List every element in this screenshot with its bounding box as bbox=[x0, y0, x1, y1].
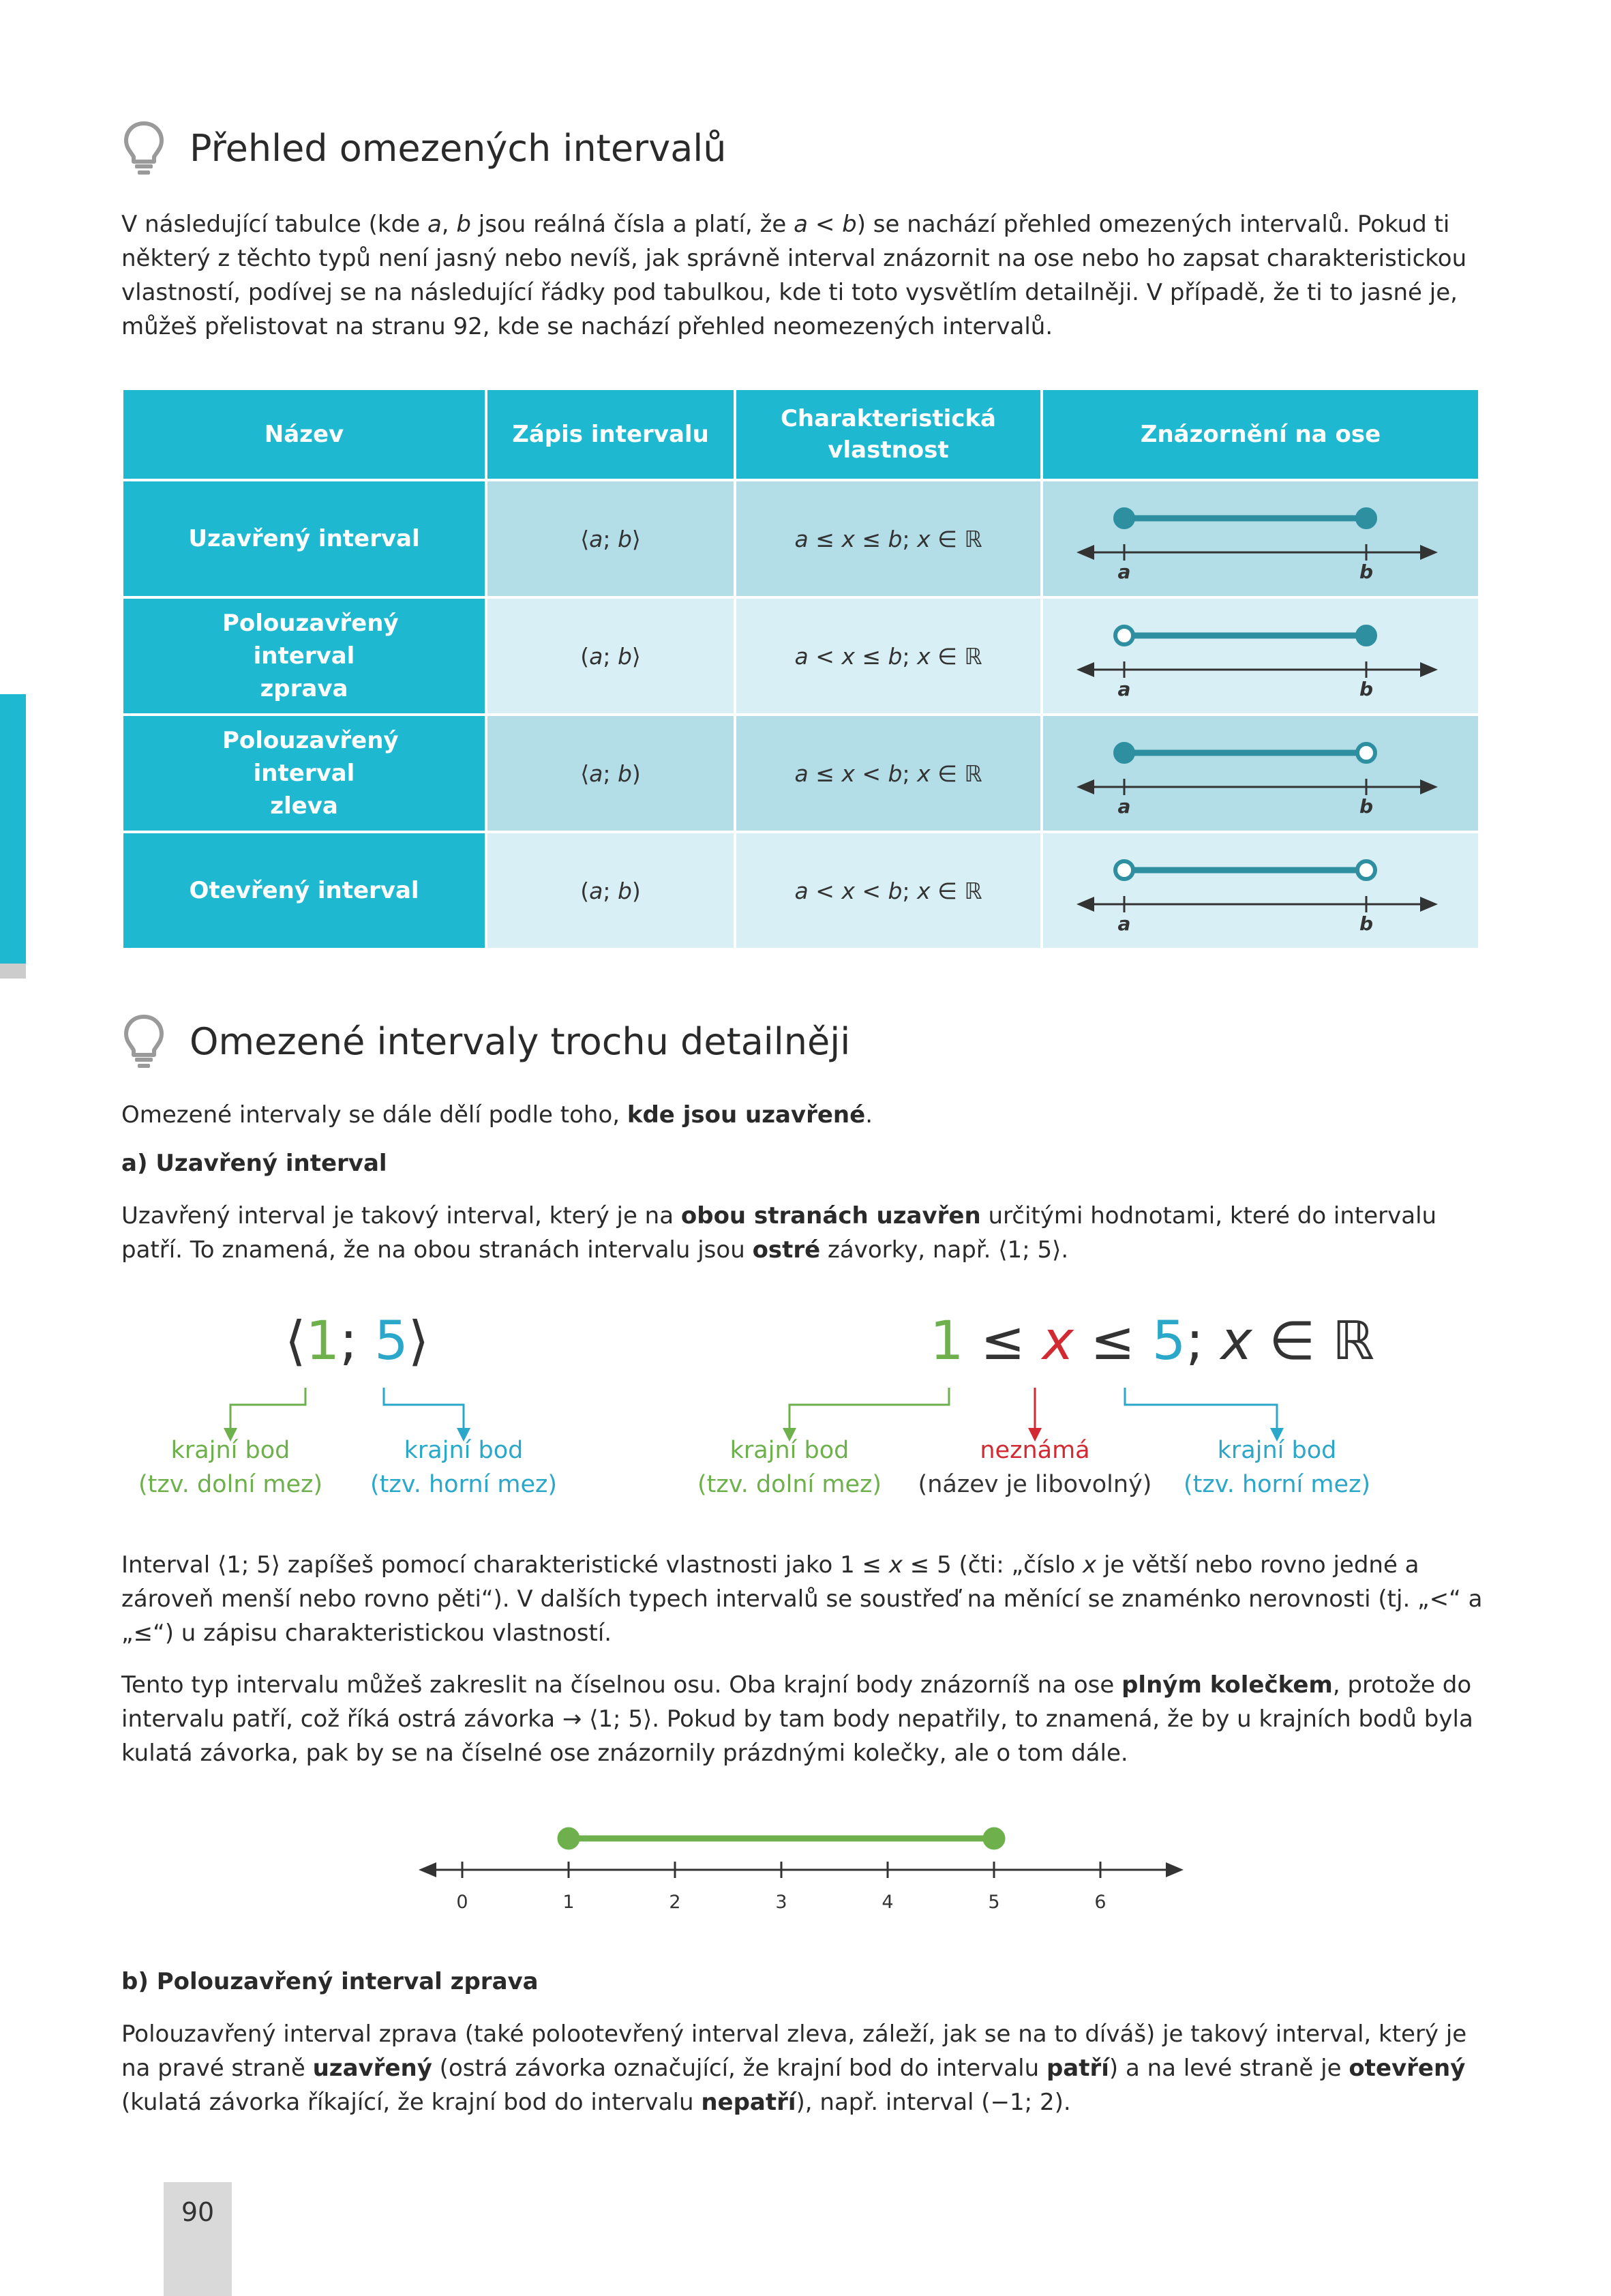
interval-name: Otevřený interval bbox=[122, 832, 486, 949]
interval-axis bbox=[1042, 832, 1479, 949]
interval-axis bbox=[1042, 480, 1479, 597]
interval-axis-diagram bbox=[1070, 615, 1451, 697]
annotation-lower-bound-1: krajní bod (tzv. dolní mez) bbox=[138, 1437, 323, 1498]
open-endpoint bbox=[1357, 744, 1375, 762]
closed-interval-paragraph: Uzavřený interval je takový interval, který je na obou stranách uzavřen určitými hodnotami, které do intervalu patří. To znamená, že na obou stranách intervalu jsou ostré závorky, např. ⟨1; 5⟩. bbox=[121, 1202, 1437, 1264]
upper-bound-bracket-1 bbox=[384, 1388, 464, 1433]
upper-bound-bracket-2 bbox=[1125, 1388, 1277, 1433]
axis-arrow-right-icon bbox=[1420, 897, 1438, 912]
axis-label-b: b bbox=[1359, 912, 1374, 931]
interval-notation: ⟨a; b⟩ bbox=[486, 480, 735, 597]
interval-notation: ⟨a; b) bbox=[486, 715, 735, 832]
closed-endpoint bbox=[559, 1829, 578, 1848]
table-row bbox=[122, 832, 1479, 949]
section-heading-overview bbox=[123, 117, 727, 179]
axis-arrow-left-icon bbox=[1076, 662, 1094, 677]
axis-label-a: a bbox=[1117, 561, 1131, 580]
axis-arrow-right-icon bbox=[1166, 1862, 1184, 1877]
property-notation-example: 1 ≤ x ≤ 5; x ∈ ℝ bbox=[930, 1311, 1374, 1372]
number-line-tick-label: 4 bbox=[882, 1892, 894, 1913]
interval-axis-diagram bbox=[1070, 498, 1451, 580]
axis-arrow-right-icon bbox=[1420, 662, 1438, 677]
annotation-unknown: neznámá (název je libovolný) bbox=[918, 1437, 1152, 1498]
side-tab-marker bbox=[0, 964, 26, 979]
axis-arrow-left-icon bbox=[1076, 545, 1094, 560]
table-row bbox=[122, 480, 1479, 597]
interval-property: a ≤ x ≤ b; x ∈ ℝ bbox=[735, 480, 1042, 597]
axis-arrow-left-icon bbox=[419, 1862, 436, 1877]
lightbulb-icon bbox=[123, 1014, 165, 1069]
chapter-side-tab bbox=[0, 694, 26, 964]
interval-property: a < x ≤ b; x ∈ ℝ bbox=[735, 597, 1042, 715]
interval-axis-diagram bbox=[1070, 850, 1451, 931]
section-title: Omezené intervaly trochu detailněji bbox=[190, 1019, 851, 1063]
annotation-upper-bound-2: krajní bod (tzv. horní mez) bbox=[1183, 1437, 1371, 1498]
closed-endpoint bbox=[984, 1829, 1004, 1848]
axis-label-a: a bbox=[1117, 678, 1131, 697]
interval-axis bbox=[1042, 597, 1479, 715]
number-line-tick-label: 0 bbox=[456, 1892, 468, 1913]
interval-axis bbox=[1042, 715, 1479, 832]
interval-name: Uzavřený interval bbox=[122, 480, 486, 597]
number-line-tick-label: 2 bbox=[669, 1892, 681, 1913]
interval-axis-diagram bbox=[1070, 732, 1451, 814]
number-line-tick-label: 3 bbox=[775, 1892, 787, 1913]
interval-notation: (a; b⟩ bbox=[486, 597, 735, 715]
section-heading-detail bbox=[123, 1011, 850, 1072]
page-number-box bbox=[164, 2182, 232, 2296]
column-header-axis: Znázornění na ose bbox=[1042, 389, 1479, 480]
interval-property: a ≤ x < b; x ∈ ℝ bbox=[735, 715, 1042, 832]
axis-arrow-left-icon bbox=[1076, 897, 1094, 912]
axis-arrow-right-icon bbox=[1420, 779, 1438, 794]
axis-arrow-left-icon bbox=[1076, 779, 1094, 794]
bounded-intervals-table bbox=[121, 387, 1481, 951]
half-closed-right-paragraph: Polouzavřený interval zprava (také polootevřený interval zleva, záleží, jak se na to díváš) je takový interval, který je na pravé straně uzavřený (ostrá závorka označující, že krajní bod do intervalu patří) a na levé straně je otevřený (kulatá závorka říkající, že krajní bod do intervalu nepatří), např. interval (−1; 2). bbox=[121, 2021, 1467, 2116]
table-row bbox=[122, 597, 1479, 715]
interval-name: Polouzavřený interval zleva bbox=[122, 715, 486, 832]
interval-notation: (a; b) bbox=[486, 832, 735, 949]
subheading-closed-interval: a) Uzavřený interval bbox=[121, 1150, 387, 1177]
column-header-notation: Zápis intervalu bbox=[486, 389, 735, 480]
interval-name: Polouzavřený interval zprava bbox=[122, 597, 486, 715]
closed-endpoint bbox=[1115, 744, 1133, 762]
open-endpoint bbox=[1115, 861, 1133, 879]
lower-bound-bracket-2 bbox=[789, 1388, 949, 1433]
axis-label-b: b bbox=[1359, 795, 1374, 814]
closed-endpoint bbox=[1357, 627, 1375, 644]
closed-endpoint bbox=[1357, 509, 1375, 527]
number-line-explanation-paragraph: Tento typ intervalu můžeš zakreslit na číselnou osu. Oba krajní body znázorníš na ose plným kolečkem, protože do intervalu patří, což říká ostrá závorka → ⟨1; 5⟩. Pokud by tam body nepatřily, to znamená, že by u krajních bodů byla kulatá závorka, pak by se na číselné ose znázornily prázdnými kolečky, ale o tom dále. bbox=[121, 1671, 1473, 1767]
detail-intro: Omezené intervaly se dále dělí podle toho, kde jsou uzavřené. bbox=[121, 1101, 873, 1129]
column-header-name: Název bbox=[122, 389, 486, 480]
number-line-tick-label: 5 bbox=[988, 1892, 1000, 1913]
number-line-tick-label: 1 bbox=[562, 1892, 575, 1913]
open-endpoint bbox=[1357, 861, 1375, 879]
annotation-brackets bbox=[0, 1357, 1611, 1446]
number-line-tick-label: 6 bbox=[1094, 1892, 1106, 1913]
number-line-diagram bbox=[409, 1807, 1193, 1916]
lower-bound-bracket-1 bbox=[230, 1388, 305, 1433]
axis-label-a: a bbox=[1117, 912, 1131, 931]
interval-property: a < x < b; x ∈ ℝ bbox=[735, 832, 1042, 949]
axis-label-b: b bbox=[1359, 678, 1374, 697]
table-header-row bbox=[122, 389, 1479, 480]
open-endpoint bbox=[1115, 627, 1133, 644]
axis-label-a: a bbox=[1117, 795, 1131, 814]
subheading-half-closed-right: b) Polouzavřený interval zprava bbox=[121, 1968, 539, 1995]
section-title: Přehled omezených intervalů bbox=[190, 126, 727, 170]
page-number: 90 bbox=[181, 2197, 215, 2227]
annotation-upper-bound-1: krajní bod (tzv. horní mez) bbox=[370, 1437, 558, 1498]
intro-paragraph: V následující tabulce (kde a, b jsou reálná čísla a platí, že a < b) se nachází přehled omezených intervalů. Pokud ti některý z těchto typů není jasný nebo nevíš, jak správně interval znázornit na ose nebo ho zapsat charakteristickou vlastností, podívej se na následující řádky pod tabulkou, kde ti toto vysvětlím detailněji. V případě, že ti to jasné je, můžeš přelistovat na stranu 92, kde se nachází přehled neomezených intervalů. bbox=[121, 211, 1467, 340]
column-header-property: Charakteristická vlastnost bbox=[735, 389, 1042, 480]
notation-explanation-paragraph: Interval ⟨1; 5⟩ zapíšeš pomocí charakteristické vlastnosti jako 1 ≤ x ≤ 5 (čti: „číslo x je větší nebo rovno jedné a zároveň menší nebo rovno pěti“). V dalších typech intervalů se soustřeď na měnící se znaménko nerovnosti (tj. „<“ a „≤“) u zápisu charakteristickou vlastností. bbox=[121, 1551, 1483, 1647]
axis-arrow-right-icon bbox=[1420, 545, 1438, 560]
axis-label-b: b bbox=[1359, 561, 1374, 580]
interval-notation-example: ⟨1; 5⟩ bbox=[285, 1311, 430, 1372]
lightbulb-icon bbox=[123, 121, 165, 175]
annotation-lower-bound-2: krajní bod (tzv. dolní mez) bbox=[697, 1437, 882, 1498]
table-row bbox=[122, 715, 1479, 832]
closed-endpoint bbox=[1115, 509, 1133, 527]
